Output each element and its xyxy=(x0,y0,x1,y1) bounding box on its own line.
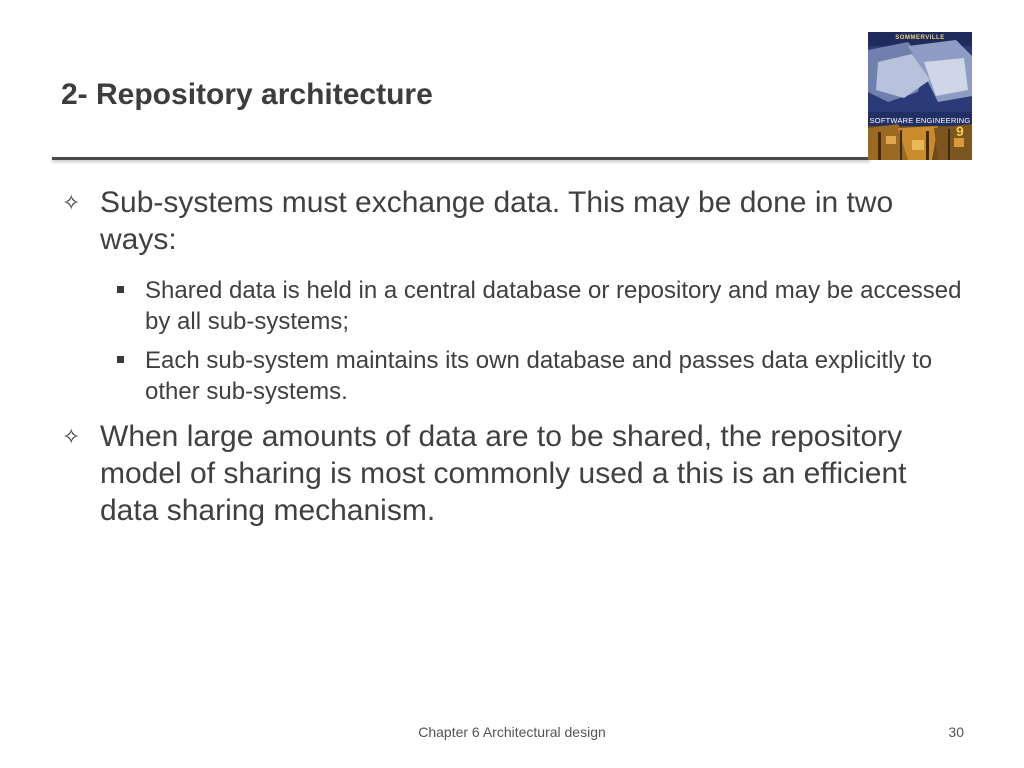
bullet-text: Sub-systems must exchange data. This may be done in two ways: xyxy=(100,186,894,256)
page-number: 30 xyxy=(948,724,964,740)
sub-bullet-text: Each sub-system maintains its own database and passes data explicitly to other sub-systems. xyxy=(145,347,933,405)
square-bullet-icon xyxy=(117,356,124,363)
square-bullet-icon xyxy=(117,286,124,293)
four-point-star-icon: ✧ xyxy=(62,424,81,449)
bullet-text: When large amounts of data are to be shared, the repository model of sharing is most commonly used a this is an efficient data sharing mechanism. xyxy=(100,420,907,527)
four-point-star-icon: ✧ xyxy=(62,190,81,215)
book-cover-image xyxy=(868,32,972,160)
sub-bullet-text: Shared data is held in a central database or repository and may be accessed by all sub-systems; xyxy=(145,277,962,335)
cover-edition: 9 xyxy=(956,123,964,139)
title-divider xyxy=(52,157,870,160)
bullet-item xyxy=(62,418,962,529)
sub-bullet-item xyxy=(62,275,962,337)
slide-title: 2- Repository architecture xyxy=(61,78,433,111)
footer-chapter: Chapter 6 Architectural design xyxy=(418,724,606,740)
cover-title: SOFTWARE ENGINEERING xyxy=(869,116,971,125)
cover-author: SOMMERVILLE xyxy=(895,35,945,41)
bullet-item xyxy=(62,184,962,258)
slide-body xyxy=(62,184,962,529)
book-cover-art xyxy=(868,32,972,160)
sub-bullet-item xyxy=(62,345,962,407)
